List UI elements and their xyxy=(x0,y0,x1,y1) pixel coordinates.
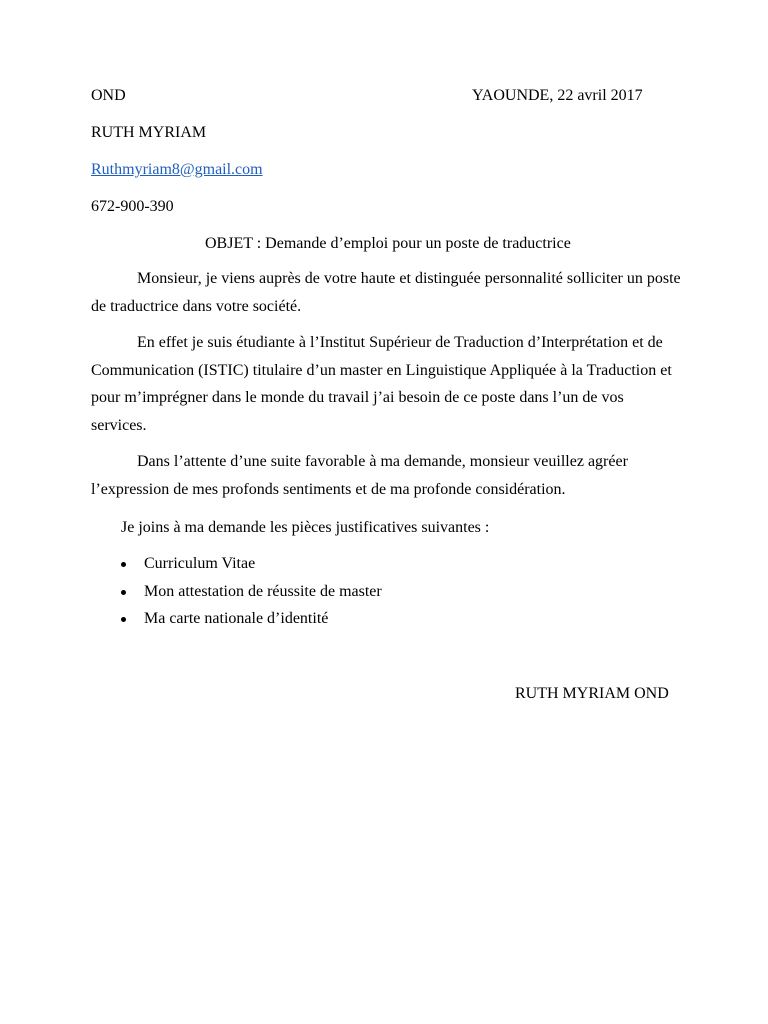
sender-phone: 672-900-390 xyxy=(91,198,174,215)
bullet-icon xyxy=(121,562,126,567)
attachment-label: Curriculum Vitae xyxy=(144,555,256,572)
paragraph-request: Monsieur, je viens auprès de votre haute et distinguée personnalité solliciter un poste de traductrice dans votre société. xyxy=(91,270,681,315)
bullet-icon xyxy=(121,590,126,595)
list-item xyxy=(91,607,382,635)
sender-name: RUTH MYRIAM xyxy=(91,124,207,141)
paragraph-closing: Dans l’attente d’une suite favorable à ma demande, monsieur veuillez agréer l’expression de mes profonds sentiments et de ma profonde considération. xyxy=(91,453,628,498)
sender-email-link[interactable]: Ruthmyriam8@gmail.com xyxy=(91,161,263,178)
bullet-icon xyxy=(121,617,126,622)
attachment-label: Mon attestation de réussite de master xyxy=(144,582,382,600)
letter-subject: OBJET : Demande d’emploi pour un poste de traductrice xyxy=(205,235,571,252)
attachments-list xyxy=(91,552,382,635)
attachments-intro: Je joins à ma demande les pièces justificatives suivantes : xyxy=(121,519,490,536)
paragraph-background: En effet je suis étudiante à l’Institut Supérieur de Traduction d’Interprétation et de Communication (ISTIC) titulaire d’un master en Linguistique Appliquée à la Traduction et pour m’imprégner dans le monde du travail j’ai besoin de ce poste dans l’un de vos services. xyxy=(91,334,672,434)
header-left-name: OND xyxy=(91,87,126,104)
list-item xyxy=(91,580,382,608)
place-date: YAOUNDE, 22 avril 2017 xyxy=(472,87,643,104)
signature: RUTH MYRIAM OND xyxy=(515,685,669,702)
attachment-label: Ma carte nationale d’identité xyxy=(144,610,329,627)
list-item xyxy=(91,552,382,580)
